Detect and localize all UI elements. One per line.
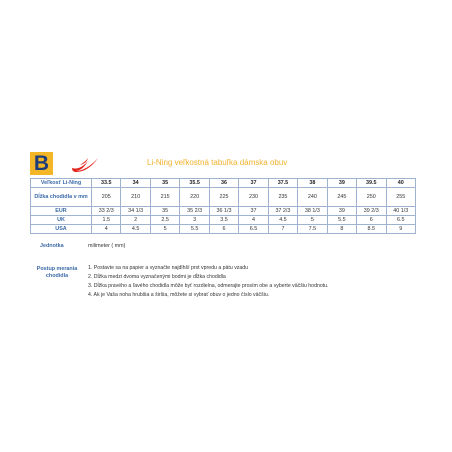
table-cell: 255: [386, 188, 415, 207]
table-cell: 1.5: [92, 216, 121, 225]
table-row: [31, 179, 416, 188]
table-cell: 4.5: [121, 225, 150, 234]
table-cell: 4: [239, 216, 268, 225]
table-cell: 35.5: [180, 179, 209, 188]
procedure-step: 4. Ak je Vaša noha hrubšia a širšia, môžete si vybrať obuv o jedno číslo väčšiu.: [88, 292, 270, 298]
table-cell: 39 2/3: [357, 207, 386, 216]
row-label: Dĺžka chodidla v mm: [31, 188, 92, 207]
table-cell: 33.5: [92, 179, 121, 188]
table-cell: 2: [121, 216, 150, 225]
row-label: USA: [31, 225, 92, 234]
table-cell: 2.5: [150, 216, 179, 225]
procedure-step: 1. Postavte sa na papier a vyznačte najdlhší prst vpredu a pätu vzadu: [88, 265, 249, 271]
table-cell: 39: [327, 207, 356, 216]
table-cell: 38: [298, 179, 327, 188]
table-cell: 250: [357, 188, 386, 207]
table-row: [31, 188, 416, 207]
table-cell: 37: [239, 207, 268, 216]
row-label: EUR: [31, 207, 92, 216]
table-cell: 37.5: [268, 179, 297, 188]
table-row: [31, 225, 416, 234]
table-cell: 6: [357, 216, 386, 225]
table-cell: 4: [92, 225, 121, 234]
table-cell: 220: [180, 188, 209, 207]
table-cell: 215: [150, 188, 179, 207]
table-cell: 240: [298, 188, 327, 207]
table-cell: 4.5: [268, 216, 297, 225]
table-cell: 35 2/3: [180, 207, 209, 216]
procedure-step: 2. Dĺžka medzi dvoma vyznačenými bodmi je dĺžka chodidla: [88, 274, 226, 280]
unit-value: milimeter ( mm): [88, 243, 126, 249]
table-cell: 5.5: [180, 225, 209, 234]
table-cell: 37: [239, 179, 268, 188]
table-cell: 40 1/3: [386, 207, 415, 216]
unit-label: Jednotka: [40, 243, 64, 249]
table-cell: 37 2/3: [268, 207, 297, 216]
table-cell: 225: [209, 188, 238, 207]
chart-title: Li-Ning veľkostná tabuľka dámska obuv: [147, 158, 288, 167]
row-label: UK: [31, 216, 92, 225]
table-cell: 210: [121, 188, 150, 207]
table-cell: 6: [209, 225, 238, 234]
table-cell: 33 2/3: [92, 207, 121, 216]
header: [30, 152, 430, 176]
table-cell: 9: [386, 225, 415, 234]
table-cell: 5: [298, 216, 327, 225]
table-cell: 36 1/3: [209, 207, 238, 216]
procedure-steps: [88, 264, 428, 300]
table-cell: 35: [150, 179, 179, 188]
table-cell: 5.5: [327, 216, 356, 225]
table-cell: 35: [150, 207, 179, 216]
table-cell: 5: [150, 225, 179, 234]
procedure-label: Postup merania chodidla: [36, 266, 78, 279]
table-cell: 8.5: [357, 225, 386, 234]
table-cell: 3.5: [209, 216, 238, 225]
table-cell: 39: [327, 179, 356, 188]
table-cell: 36: [209, 179, 238, 188]
table-cell: 205: [92, 188, 121, 207]
table-cell: 34 1/3: [121, 207, 150, 216]
table-cell: 230: [239, 188, 268, 207]
table-row: [31, 216, 416, 225]
table-cell: 6.5: [386, 216, 415, 225]
table-cell: 245: [327, 188, 356, 207]
table-cell: 39.5: [357, 179, 386, 188]
table-row: [31, 207, 416, 216]
table-cell: 38 1/3: [298, 207, 327, 216]
li-ning-logo-icon: [70, 155, 100, 173]
row-label: Veľkosť Li-Ning: [31, 179, 92, 188]
table-cell: 3: [180, 216, 209, 225]
table-cell: 235: [268, 188, 297, 207]
table-cell: 7: [268, 225, 297, 234]
size-table: [30, 178, 416, 234]
b-logo: B: [30, 152, 53, 175]
table-cell: 8: [327, 225, 356, 234]
table-cell: 7.5: [298, 225, 327, 234]
table-cell: 6.5: [239, 225, 268, 234]
table-cell: 40: [386, 179, 415, 188]
table-cell: 34: [121, 179, 150, 188]
procedure-step: 3. Dĺžka pravého a ľavého chodidla môže byť rozdielna, odmerajte prosím obe a vyberte väčšiu hodnotu.: [88, 283, 329, 289]
